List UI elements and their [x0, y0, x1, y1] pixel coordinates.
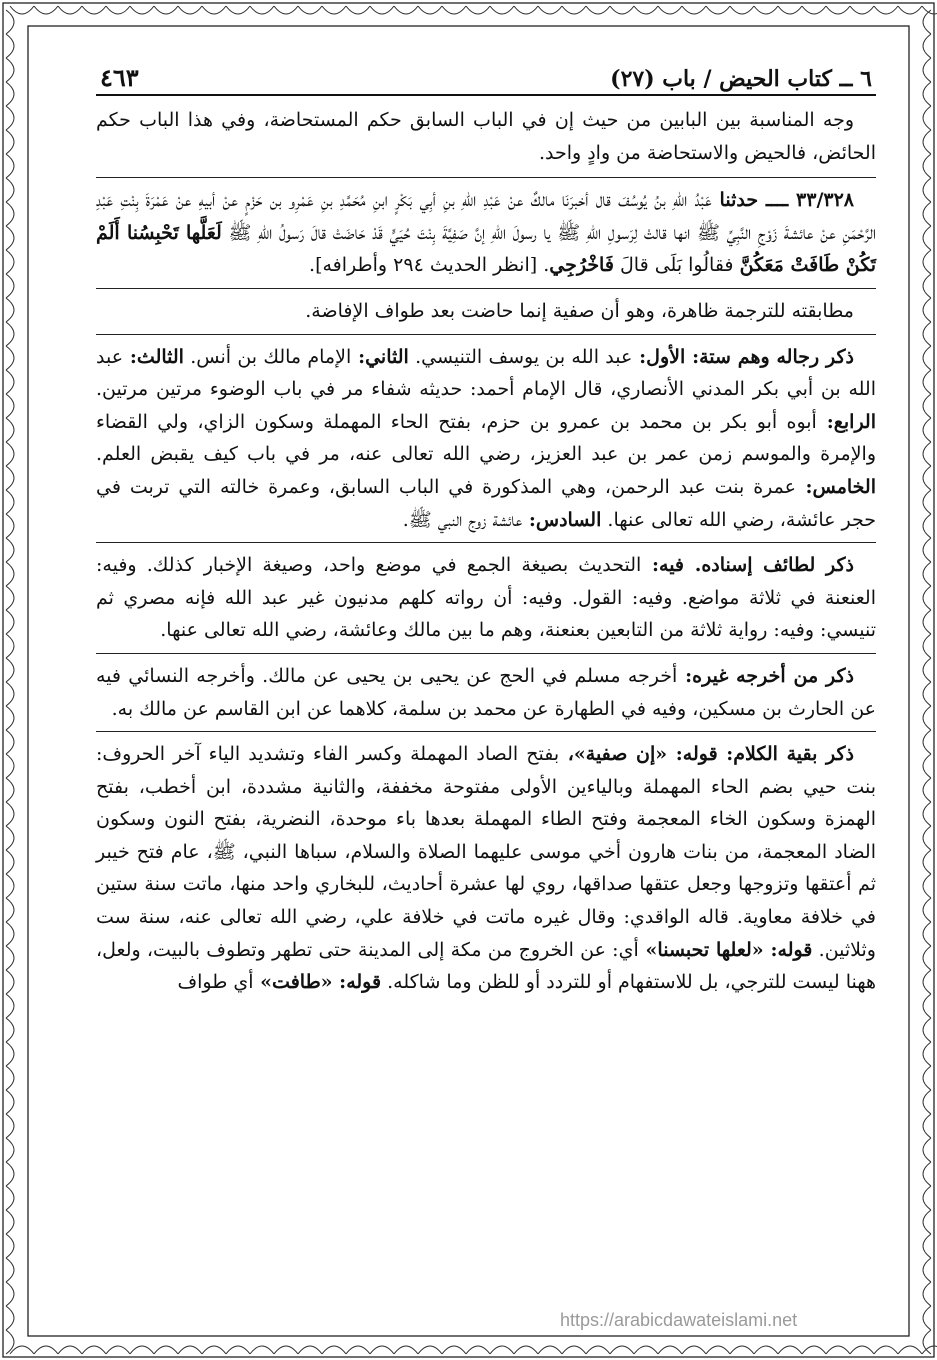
- border-ornament: [106, 1346, 130, 1354]
- border-ornament: [586, 6, 610, 14]
- border-ornament: [6, 1162, 14, 1186]
- border-ornament: [923, 442, 931, 466]
- paragraph-narrators: [96, 341, 876, 537]
- border-ornament: [874, 6, 898, 14]
- border-ornament: [202, 6, 226, 14]
- border-ornament: [82, 6, 106, 14]
- border-ornament: [178, 1346, 202, 1354]
- border-ornament: [923, 682, 931, 706]
- border-ornament: [6, 106, 14, 130]
- border-ornament: [6, 1186, 14, 1210]
- border-ornament: [514, 6, 538, 14]
- border-ornament: [923, 898, 931, 922]
- border-ornament: [923, 1282, 931, 1306]
- paragraph-isnad: [96, 549, 876, 647]
- border-ornament: [778, 1346, 802, 1354]
- border-ornament: [6, 202, 14, 226]
- border-ornament: [538, 6, 562, 14]
- text-segment: قوله: «لعلها تحبسنا»: [638, 938, 813, 961]
- border-ornament: [6, 1282, 14, 1306]
- border-ornament: [250, 1346, 274, 1354]
- border-ornament: [298, 6, 322, 14]
- text-segment: عمرة بنت عبد الرحمن، وهي المذكورة في الباب السابق، وعمرة خالته التي تربت في حجر عائشة، رضي الله تعالى عنها.: [96, 475, 876, 531]
- section-heading: ذكر رجاله وهم ستة:: [685, 345, 855, 368]
- border-ornament: [6, 1066, 14, 1090]
- text-segment: قوله: «طافت»: [253, 971, 382, 994]
- text-segment: لَعَلَّها تَحْبِسُنا أَلَمْ تَكُنْ طَافَتْ مَعَكُنَّ: [96, 221, 876, 277]
- border-ornament: [6, 1018, 14, 1042]
- border-ornament: [466, 1346, 490, 1354]
- border-ornament: [6, 1258, 14, 1282]
- section-divider: [96, 288, 876, 289]
- border-ornament: [322, 6, 346, 14]
- border-ornament: [923, 754, 931, 778]
- border-ornament: [514, 1346, 538, 1354]
- border-ornament: [923, 826, 931, 850]
- border-ornament: [923, 226, 931, 250]
- border-ornament: [923, 778, 931, 802]
- border-ornament: [6, 178, 14, 202]
- border-ornament: [923, 1330, 931, 1354]
- border-ornament: [923, 706, 931, 730]
- border-ornament: [586, 1346, 610, 1354]
- border-ornament: [898, 1346, 922, 1354]
- border-ornament: [178, 6, 202, 14]
- border-ornament: [802, 1346, 826, 1354]
- section-divider: [96, 177, 876, 178]
- hadith-number: ٣٣/٣٢٨ ــــ حدثنا: [711, 189, 854, 212]
- border-ornament: [6, 538, 14, 562]
- border-ornament: [130, 1346, 154, 1354]
- border-ornament: [6, 850, 14, 874]
- border-ornament: [82, 1346, 106, 1354]
- border-ornament: [634, 1346, 658, 1354]
- border-ornament: [298, 1346, 322, 1354]
- text-segment: الثاني:: [351, 345, 409, 368]
- border-ornament: [6, 322, 14, 346]
- border-ornament: [6, 802, 14, 826]
- border-ornament: [58, 1346, 82, 1354]
- border-ornament: [6, 874, 14, 898]
- text-segment: التحديث بصيغة الجمع في موضع واحد، وصيغة الإخبار كذلك. وفيه: العنعنة في ثلاثة مواضع. وفيه: القول. وفيه: أن رواته كلهم مدنيون غير عبد الله فإنه مصري ثم تنيسي: وفيه: رواية ثلاثة من التابعين بعنعنة، وهم ما بين مالك وعائشة، رضي الله تعالى عنها.: [96, 554, 876, 642]
- border-ornament: [6, 586, 14, 610]
- border-ornament: [923, 1210, 931, 1234]
- border-ornament: [923, 1162, 931, 1186]
- text-segment: عائشة زوج النبي ﷺ.: [402, 508, 523, 531]
- border-ornament: [6, 922, 14, 946]
- border-ornament: [370, 6, 394, 14]
- border-ornament: [923, 586, 931, 610]
- border-ornament: [6, 778, 14, 802]
- border-ornament: [923, 922, 931, 946]
- border-ornament: [923, 346, 931, 370]
- border-ornament: [562, 6, 586, 14]
- border-ornament: [6, 1138, 14, 1162]
- border-ornament: [682, 6, 706, 14]
- border-ornament: [706, 1346, 730, 1354]
- border-ornament: [923, 634, 931, 658]
- border-ornament: [923, 1066, 931, 1090]
- border-ornament: [706, 6, 730, 14]
- border-ornament: [466, 6, 490, 14]
- text-segment: عبد الله بن أبي بكر المدني الأنصاري، قال الإمام أحمد: حديثه شفاء مر في باب الوضوء مرتين مرتين.: [96, 345, 876, 401]
- hadith-text: [96, 184, 876, 282]
- border-ornament: [106, 6, 130, 14]
- border-ornament: [923, 490, 931, 514]
- border-ornament: [826, 1346, 850, 1354]
- border-ornament: [346, 1346, 370, 1354]
- border-ornament: [923, 850, 931, 874]
- border-ornament: [923, 946, 931, 970]
- watermark-url: https://arabicdawateislami.net: [560, 1310, 798, 1330]
- border-ornament: [923, 994, 931, 1018]
- paragraph-correspondence: [96, 295, 876, 328]
- section-heading: ذكر لطائف إسناده. فيه:: [641, 554, 854, 577]
- border-ornament: [850, 1346, 874, 1354]
- border-ornament: [923, 202, 931, 226]
- section-divider: [96, 334, 876, 335]
- border-ornament: [6, 706, 14, 730]
- paragraph-intro: [96, 104, 876, 169]
- border-ornament: [6, 418, 14, 442]
- border-ornament: [923, 274, 931, 298]
- text-segment: فقالُوا بَلَى قالَ: [613, 254, 740, 277]
- border-ornament: [6, 394, 14, 418]
- border-ornament: [923, 370, 931, 394]
- text-segment: الإمام مالك بن أنس.: [183, 345, 352, 368]
- border-ornament: [6, 826, 14, 850]
- text-segment: الأول:: [632, 345, 686, 368]
- border-ornament: [6, 1090, 14, 1114]
- text-segment: الخامس:: [795, 475, 876, 498]
- border-ornament: [923, 298, 931, 322]
- text-segment: الثالث:: [123, 345, 184, 368]
- paragraph-commentary: [96, 738, 876, 999]
- border-ornament: [6, 994, 14, 1018]
- section-heading: ذكر من أخرجه غيره:: [677, 664, 854, 687]
- border-ornament: [154, 1346, 178, 1354]
- border-ornament: [6, 154, 14, 178]
- border-ornament: [923, 322, 931, 346]
- border-ornament: [6, 34, 14, 58]
- border-ornament: [923, 610, 931, 634]
- chapter-title: ٦ ــ كتاب الحيض / باب (٢٧): [610, 66, 872, 92]
- border-ornament: [226, 6, 250, 14]
- document-page: [96, 50, 876, 1330]
- border-ornament: [6, 10, 14, 34]
- text-segment: أي طواف: [177, 971, 254, 994]
- border-ornament: [874, 1346, 898, 1354]
- border-ornament: [6, 754, 14, 778]
- border-ornament: [6, 514, 14, 538]
- border-ornament: [202, 1346, 226, 1354]
- paragraph-takhrij: [96, 660, 876, 725]
- border-ornament: [923, 154, 931, 178]
- border-ornament: [6, 298, 14, 322]
- border-ornament: [802, 6, 826, 14]
- border-ornament: [634, 6, 658, 14]
- border-ornament: [6, 250, 14, 274]
- border-ornament: [154, 6, 178, 14]
- border-ornament: [682, 1346, 706, 1354]
- border-ornament: [923, 802, 931, 826]
- border-ornament: [6, 82, 14, 106]
- border-ornament: [898, 6, 922, 14]
- text-segment: وجه المناسبة بين البابين من حيث إن في الباب السابق حكم المستحاضة، وفي هذا الباب حكم الحائض، فالحيض والاستحاضة من وادٍ واحد.: [96, 109, 876, 164]
- border-ornament: [6, 730, 14, 754]
- border-ornament: [923, 1042, 931, 1066]
- text-segment: بفتح الصاد المهملة وكسر الفاء وتشديد الياء آخر الحروف: بنت حيي بضم الحاء المهملة وبالياءين الأولى مفتوحة مخففة، والثانية مشددة، ابن أخطب، بفتح الهمزة وسكون الخاء المعجمة وفتح الطاء المهملة بعدها باء موحدة، النضرية، بفتح النون وسكون الضاد المعجمة، من بنات هارون أخي موسى عليهما الصلاة والسلام، سباها النبي، ﷺ، عام فتح خيبر ثم أعتقها وتزوجها وجعل عتقها صداقها، روي لها عشرة أحاديث، للبخاري واحد منها، ماتت سنة ستين في خلافة معاوية. قاله الواقدي: وقال غيره ماتت في خلافة علي، رضي الله تعالى عنه، سنة ست وثلاثين.: [96, 743, 876, 961]
- border-ornament: [6, 346, 14, 370]
- border-ornament: [6, 898, 14, 922]
- running-header: [96, 50, 876, 96]
- section-divider: [96, 653, 876, 654]
- text-segment: أبوه أبو بكر بن محمد بن عمرو بن حزم، بفتح الحاء المهملة وسكون الزاي، ولي القضاء والإمرة والموسم زمن عمر بن عبد العزيز، رضي الله تعالى عنه، مر في باب كيف يقبض العلم.: [96, 410, 876, 466]
- border-ornament: [6, 682, 14, 706]
- border-ornament: [6, 466, 14, 490]
- border-ornament: [34, 6, 58, 14]
- border-ornament: [850, 6, 874, 14]
- text-segment: عَبْدُ اللهِ بنُ يُوسُفَ قال أخبرَنَا مالكٌ عنْ عَبْدِ اللهِ بنِ أبِي بَكْرٍ ابنِ مُحَمَّدِ بنِ عَمْرِو بن حَزْمٍ عنْ أبيهِ عنْ عَمْرَةَ بِنْتِ عَبْدِ الرَّحْمَنِ عنْ عائشةَ زَوْجِ النَّبِيِّ ﷺ انها قالتْ لِرَسولِ اللهِ ﷺ يا رسولَ اللهِ إنَّ صَفِيَّةَ بِنْتَ حُيَيٍّ قَدْ حَاضَتْ قالَ رَسولُ اللهِ ﷺ: [96, 189, 876, 244]
- border-ornament: [394, 6, 418, 14]
- section-divider: [96, 731, 876, 732]
- border-ornament: [58, 6, 82, 14]
- text-segment: مطابقته للترجمة ظاهرة، وهو أن صفية إنما حاضت بعد طواف الإفاضة.: [305, 299, 854, 322]
- border-ornament: [274, 1346, 298, 1354]
- border-ornament: [6, 634, 14, 658]
- border-ornament: [754, 6, 778, 14]
- border-ornament: [923, 250, 931, 274]
- border-ornament: [610, 1346, 634, 1354]
- border-ornament: [6, 970, 14, 994]
- border-ornament: [538, 1346, 562, 1354]
- border-ornament: [6, 442, 14, 466]
- border-ornament: [562, 1346, 586, 1354]
- border-ornament: [923, 1018, 931, 1042]
- text-segment: أخرجه مسلم في الحج عن يحيى بن يحيى عن مالك. وأخرجه النسائي فيه عن الحارث بن مسكين، وفيه في الطهارة عن محمد بن سلمة، كلاهما عن ابن القاسم عن مالك به.: [96, 664, 876, 720]
- border-ornament: [226, 1346, 250, 1354]
- border-ornament: [923, 1090, 931, 1114]
- border-ornament: [6, 58, 14, 82]
- border-ornament: [6, 370, 14, 394]
- border-ornament: [923, 970, 931, 994]
- border-ornament: [6, 1042, 14, 1066]
- border-ornament: [34, 1346, 58, 1354]
- border-ornament: [923, 562, 931, 586]
- border-ornament: [923, 58, 931, 82]
- border-ornament: [490, 1346, 514, 1354]
- page-body: [96, 96, 876, 999]
- section-heading: ذكر بقية الكلام: قوله: «إن صفية»،: [559, 743, 854, 766]
- border-ornament: [6, 1306, 14, 1330]
- border-ornament: [923, 10, 931, 34]
- border-ornament: [923, 658, 931, 682]
- border-ornament: [923, 466, 931, 490]
- border-ornament: [6, 1210, 14, 1234]
- border-ornament: [6, 610, 14, 634]
- border-ornament: [442, 6, 466, 14]
- border-ornament: [826, 6, 850, 14]
- border-ornament: [6, 562, 14, 586]
- text-segment: . [انظر الحديث ٢٩٤ وأطرافه].: [309, 254, 550, 277]
- border-ornament: [923, 538, 931, 562]
- border-ornament: [6, 226, 14, 250]
- border-ornament: [10, 6, 34, 14]
- border-ornament: [923, 514, 931, 538]
- border-ornament: [346, 6, 370, 14]
- border-ornament: [923, 1306, 931, 1330]
- border-ornament: [922, 6, 937, 14]
- border-ornament: [778, 6, 802, 14]
- border-ornament: [923, 82, 931, 106]
- border-ornament: [923, 1258, 931, 1282]
- border-ornament: [6, 946, 14, 970]
- border-ornament: [442, 1346, 466, 1354]
- border-ornament: [610, 6, 634, 14]
- border-ornament: [6, 490, 14, 514]
- text-segment: أي: عن الخروج من مكة إلى المدينة حتى تطهر وتطوف بالبيت، ولعل، ههنا ليست للترجي، بل للاستفهام أو للتردد أو للظن وما شاكله.: [96, 938, 876, 994]
- section-divider: [96, 542, 876, 543]
- text-segment: عبد الله بن يوسف التنيسي.: [408, 345, 633, 368]
- border-ornament: [418, 1346, 442, 1354]
- border-ornament: [130, 6, 154, 14]
- border-ornament: [923, 1186, 931, 1210]
- border-ornament: [490, 6, 514, 14]
- border-ornament: [730, 6, 754, 14]
- border-ornament: [923, 874, 931, 898]
- page-number: ٤٦٣: [100, 63, 139, 92]
- border-ornament: [6, 658, 14, 682]
- border-ornament: [658, 1346, 682, 1354]
- border-ornament: [370, 1346, 394, 1354]
- border-ornament: [923, 1138, 931, 1162]
- border-ornament: [250, 6, 274, 14]
- border-ornament: [730, 1346, 754, 1354]
- border-ornament: [923, 106, 931, 130]
- border-ornament: [6, 274, 14, 298]
- text-segment: الرابع:: [816, 410, 876, 433]
- border-ornament: [923, 1234, 931, 1258]
- border-ornament: [322, 1346, 346, 1354]
- border-ornament: [6, 1114, 14, 1138]
- text-segment: السادس:: [522, 508, 602, 531]
- text-segment: فَاخْرُجِي: [549, 254, 614, 277]
- border-ornament: [923, 394, 931, 418]
- border-ornament: [10, 1346, 34, 1354]
- border-ornament: [923, 1114, 931, 1138]
- border-ornament: [394, 1346, 418, 1354]
- border-ornament: [754, 1346, 778, 1354]
- border-ornament: [923, 730, 931, 754]
- border-ornament: [658, 6, 682, 14]
- border-ornament: [6, 1234, 14, 1258]
- border-ornament: [923, 418, 931, 442]
- border-ornament: [923, 178, 931, 202]
- border-ornament: [418, 6, 442, 14]
- border-ornament: [923, 130, 931, 154]
- border-ornament: [923, 34, 931, 58]
- border-ornament: [6, 130, 14, 154]
- border-ornament: [274, 6, 298, 14]
